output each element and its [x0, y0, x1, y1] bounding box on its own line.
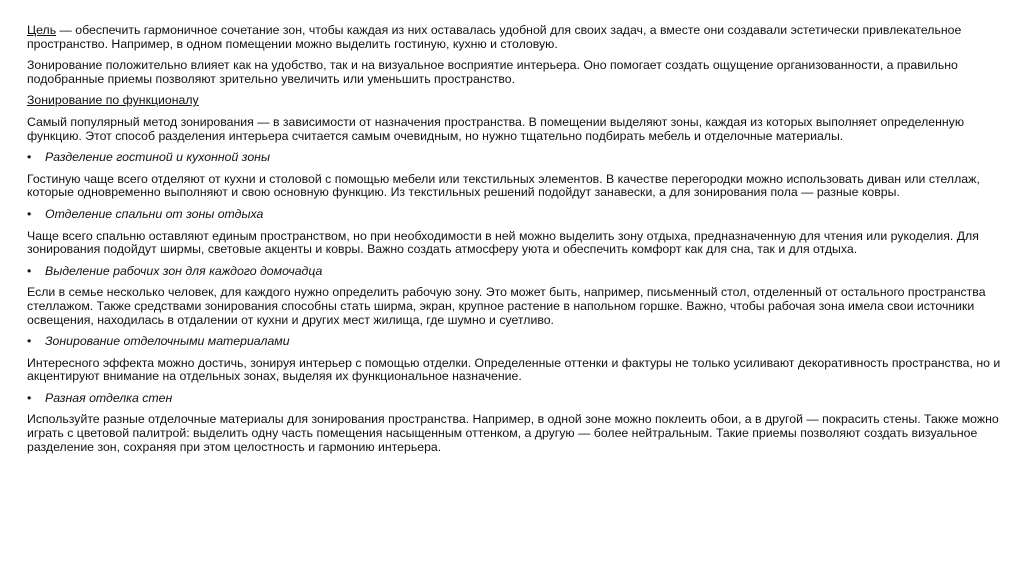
- bullet-icon: •: [27, 263, 32, 278]
- bullet-item-bedroom: [27, 208, 1002, 222]
- bullet-label: Разделение гостиной и кухонной зоны: [45, 150, 270, 165]
- paragraph-walls: Используйте разные отделочные материалы для зонирования пространства. Например, в одной зоне можно поклеить обои, а в другой — покрасить стены. Также можно играть с цветовой палитрой: выделить одну часть помещения насыщенным оттенком, а другую — более нейтральным. Такие приемы позволяют создать визуальное разделение зон, сохраняя при этом целостность и гармонию интерьера.: [27, 412, 999, 454]
- paragraph-bedroom: Чаще всего спальню оставляют единым пространством, но при необходимости в ней можно выделить зону отдыха, предназначенную для чтения или рукоделия. Для зонирования подойдут ширмы, световые акценты и ковры. Важно создать атмосферу уюта и обеспечить комфорт как для сна, так и для отдыха.: [27, 228, 979, 257]
- bullet-icon: •: [27, 150, 32, 165]
- bullet-icon: •: [27, 334, 32, 349]
- intro-paragraph: [27, 24, 1002, 51]
- goal-term: Цель: [27, 23, 57, 37]
- bullet-label: Отделение спальни от зоны отдыха: [45, 206, 264, 221]
- section-heading-functional: Зонирование по функционалу: [27, 93, 199, 108]
- bullet-label: Зонирование отделочными материалами: [45, 334, 290, 349]
- intro-text: — обеспечить гармоничное сочетание зон, чтобы каждая из них оставалась удобной для своих задач, а вместе они создавали эстетически привлекательное пространство. Например, в одном помещении можно выделить гостиную, кухню и столовую.: [27, 23, 962, 51]
- paragraph-benefits: Зонирование положительно влияет как на удобство, так и на визуальное восприятие интерьера. Оно помогает создать ощущение организованности, а правильно подобранные приемы позволяют зрительно увеличить или уменьшить пространство.: [27, 58, 958, 86]
- bullet-label: Разная отделка стен: [45, 390, 173, 405]
- bullet-icon: •: [27, 206, 32, 221]
- paragraph-finishing: Интересного эффекта можно достичь, зонируя интерьер с помощью отделки. Определенные оттенки и фактуры не только усиливают декоративность пространства, но и акцентируют внимание на отдельных зонах, выделяя их функциональное назначение.: [27, 355, 1001, 384]
- bullet-label: Выделение рабочих зон для каждого домочадца: [45, 263, 323, 278]
- paragraph-workzones: Если в семье несколько человек, для каждого нужно определить рабочую зону. Это может быть, например, письменный стол, отделенный от остального пространства стеллажом. Также средствами зонирования способны стать ширма, экран, крупное растение в напольном горшке. Важно, чтобы рабочая зона имела свои источники освещения, находилась в отдалении от кухни и других мест жилища, где шумно и суетливо.: [27, 285, 986, 327]
- bullet-item-finishing: [27, 335, 1002, 349]
- paragraph-living-kitchen: Гостиную чаще всего отделяют от кухни и столовой с помощью мебели или текстильных элементов. В качестве перегородки можно использовать диван или стеллаж, которые одновременно выполняют и свою основную функцию. Из текстильных решений подойдут занавески, а для зонирования пола — разные ковры.: [27, 171, 980, 200]
- document-body: [27, 24, 1002, 462]
- bullet-icon: •: [27, 390, 32, 405]
- bullet-item-living-kitchen: [27, 151, 1002, 165]
- bullet-item-walls: [27, 392, 1002, 406]
- paragraph-functional: Самый популярный метод зонирования — в зависимости от назначения пространства. В помещении выделяют зоны, каждая из которых выполняет определенную функцию. Этот способ разделения интерьера считается самым очевидным, но нужно тщательно подбирать мебель и отделочные материалы.: [27, 114, 965, 143]
- bullet-item-workzones: [27, 265, 1002, 279]
